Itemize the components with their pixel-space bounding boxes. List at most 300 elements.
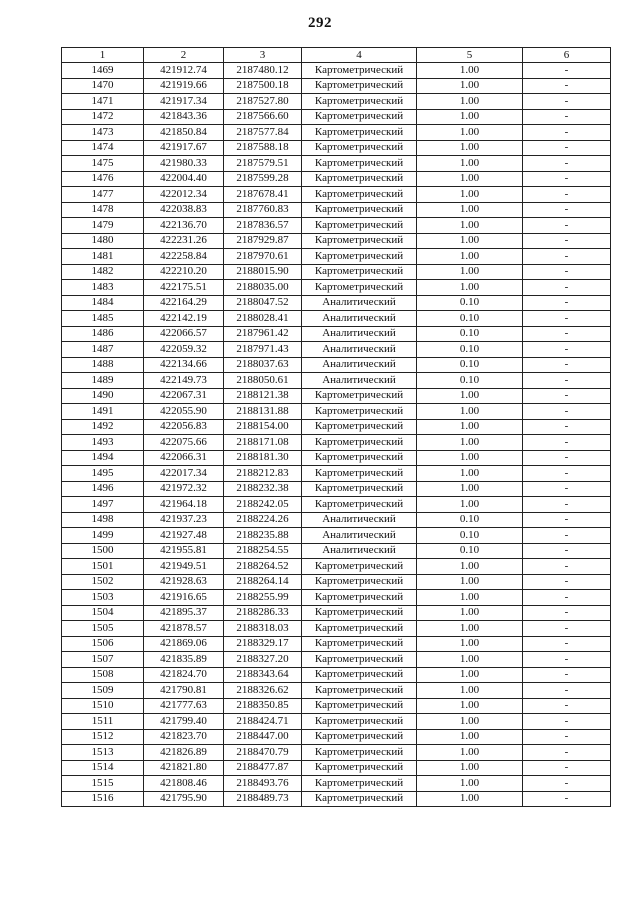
accuracy-cell: 1.00 bbox=[417, 667, 523, 683]
table-row bbox=[62, 590, 611, 606]
table-row bbox=[62, 559, 611, 575]
table-row bbox=[62, 171, 611, 187]
accuracy-cell: 1.00 bbox=[417, 574, 523, 590]
method-cell: Картометрический bbox=[302, 109, 417, 125]
accuracy-cell: 0.10 bbox=[417, 373, 523, 389]
x-coordinate-cell: 421843.36 bbox=[144, 109, 224, 125]
accuracy-cell: 1.00 bbox=[417, 156, 523, 172]
method-cell: Картометрический bbox=[302, 683, 417, 699]
x-coordinate-cell: 422134.66 bbox=[144, 357, 224, 373]
method-cell: Картометрический bbox=[302, 605, 417, 621]
table-row bbox=[62, 481, 611, 497]
method-cell: Картометрический bbox=[302, 388, 417, 404]
point-number-cell: 1502 bbox=[62, 574, 144, 590]
x-coordinate-cell: 422055.90 bbox=[144, 404, 224, 420]
method-cell: Картометрический bbox=[302, 94, 417, 110]
x-coordinate-cell: 421917.67 bbox=[144, 140, 224, 156]
y-coordinate-cell: 2187971.43 bbox=[224, 342, 302, 358]
accuracy-cell: 0.10 bbox=[417, 311, 523, 327]
x-coordinate-cell: 422164.29 bbox=[144, 295, 224, 311]
y-coordinate-cell: 2187500.18 bbox=[224, 78, 302, 94]
method-cell: Аналитический bbox=[302, 512, 417, 528]
y-coordinate-cell: 2188350.85 bbox=[224, 698, 302, 714]
note-cell: - bbox=[523, 280, 611, 296]
note-cell: - bbox=[523, 202, 611, 218]
x-coordinate-cell: 422012.34 bbox=[144, 187, 224, 203]
accuracy-cell: 1.00 bbox=[417, 109, 523, 125]
method-cell: Картометрический bbox=[302, 760, 417, 776]
method-cell: Картометрический bbox=[302, 667, 417, 683]
table-row bbox=[62, 249, 611, 265]
column-header-2: 2 bbox=[144, 48, 224, 63]
point-number-cell: 1511 bbox=[62, 714, 144, 730]
note-cell: - bbox=[523, 357, 611, 373]
x-coordinate-cell: 421826.89 bbox=[144, 745, 224, 761]
accuracy-cell: 0.10 bbox=[417, 326, 523, 342]
method-cell: Картометрический bbox=[302, 791, 417, 807]
y-coordinate-cell: 2188329.17 bbox=[224, 636, 302, 652]
accuracy-cell: 1.00 bbox=[417, 435, 523, 451]
table-row bbox=[62, 202, 611, 218]
method-cell: Картометрический bbox=[302, 698, 417, 714]
table-row bbox=[62, 125, 611, 141]
table-row bbox=[62, 605, 611, 621]
accuracy-cell: 1.00 bbox=[417, 621, 523, 637]
y-coordinate-cell: 2188326.62 bbox=[224, 683, 302, 699]
note-cell: - bbox=[523, 652, 611, 668]
x-coordinate-cell: 421777.63 bbox=[144, 698, 224, 714]
y-coordinate-cell: 2188264.14 bbox=[224, 574, 302, 590]
point-number-cell: 1479 bbox=[62, 218, 144, 234]
table-row bbox=[62, 156, 611, 172]
note-cell: - bbox=[523, 94, 611, 110]
method-cell: Картометрический bbox=[302, 652, 417, 668]
table-row bbox=[62, 419, 611, 435]
table-row bbox=[62, 311, 611, 327]
table-row bbox=[62, 543, 611, 559]
page-number: 292 bbox=[308, 15, 332, 31]
accuracy-cell: 1.00 bbox=[417, 94, 523, 110]
y-coordinate-cell: 2188015.90 bbox=[224, 264, 302, 280]
note-cell: - bbox=[523, 559, 611, 575]
x-coordinate-cell: 421928.63 bbox=[144, 574, 224, 590]
point-number-cell: 1501 bbox=[62, 559, 144, 575]
method-cell: Картометрический bbox=[302, 590, 417, 606]
note-cell: - bbox=[523, 171, 611, 187]
point-number-cell: 1499 bbox=[62, 528, 144, 544]
point-number-cell: 1481 bbox=[62, 249, 144, 265]
table-row bbox=[62, 342, 611, 358]
point-number-cell: 1498 bbox=[62, 512, 144, 528]
table-row bbox=[62, 264, 611, 280]
x-coordinate-cell: 422210.20 bbox=[144, 264, 224, 280]
point-number-cell: 1487 bbox=[62, 342, 144, 358]
point-number-cell: 1504 bbox=[62, 605, 144, 621]
y-coordinate-cell: 2187577.84 bbox=[224, 125, 302, 141]
x-coordinate-cell: 421790.81 bbox=[144, 683, 224, 699]
note-cell: - bbox=[523, 311, 611, 327]
point-number-cell: 1474 bbox=[62, 140, 144, 156]
accuracy-cell: 0.10 bbox=[417, 342, 523, 358]
y-coordinate-cell: 2188181.30 bbox=[224, 450, 302, 466]
accuracy-cell: 1.00 bbox=[417, 683, 523, 699]
table-row bbox=[62, 63, 611, 79]
note-cell: - bbox=[523, 760, 611, 776]
note-cell: - bbox=[523, 543, 611, 559]
accuracy-cell: 1.00 bbox=[417, 590, 523, 606]
accuracy-cell: 1.00 bbox=[417, 745, 523, 761]
note-cell: - bbox=[523, 125, 611, 141]
accuracy-cell: 1.00 bbox=[417, 559, 523, 575]
accuracy-cell: 1.00 bbox=[417, 404, 523, 420]
accuracy-cell: 1.00 bbox=[417, 714, 523, 730]
point-number-cell: 1512 bbox=[62, 729, 144, 745]
x-coordinate-cell: 421808.46 bbox=[144, 776, 224, 792]
table-row bbox=[62, 140, 611, 156]
y-coordinate-cell: 2188424.71 bbox=[224, 714, 302, 730]
method-cell: Картометрический bbox=[302, 171, 417, 187]
point-number-cell: 1473 bbox=[62, 125, 144, 141]
accuracy-cell: 0.10 bbox=[417, 295, 523, 311]
note-cell: - bbox=[523, 528, 611, 544]
table-header bbox=[62, 48, 611, 63]
x-coordinate-cell: 421955.81 bbox=[144, 543, 224, 559]
y-coordinate-cell: 2188224.26 bbox=[224, 512, 302, 528]
accuracy-cell: 0.10 bbox=[417, 543, 523, 559]
y-coordinate-cell: 2187588.18 bbox=[224, 140, 302, 156]
table-row bbox=[62, 295, 611, 311]
table-row bbox=[62, 404, 611, 420]
note-cell: - bbox=[523, 776, 611, 792]
y-coordinate-cell: 2188318.03 bbox=[224, 621, 302, 637]
point-number-cell: 1482 bbox=[62, 264, 144, 280]
point-number-cell: 1495 bbox=[62, 466, 144, 482]
method-cell: Картометрический bbox=[302, 481, 417, 497]
x-coordinate-cell: 422231.26 bbox=[144, 233, 224, 249]
note-cell: - bbox=[523, 78, 611, 94]
method-cell: Картометрический bbox=[302, 621, 417, 637]
y-coordinate-cell: 2188493.76 bbox=[224, 776, 302, 792]
point-number-cell: 1469 bbox=[62, 63, 144, 79]
table-row bbox=[62, 435, 611, 451]
y-coordinate-cell: 2188242.05 bbox=[224, 497, 302, 513]
method-cell: Картометрический bbox=[302, 714, 417, 730]
method-cell: Картометрический bbox=[302, 140, 417, 156]
accuracy-cell: 1.00 bbox=[417, 218, 523, 234]
x-coordinate-cell: 422142.19 bbox=[144, 311, 224, 327]
x-coordinate-cell: 421835.89 bbox=[144, 652, 224, 668]
table-row bbox=[62, 776, 611, 792]
table-row bbox=[62, 94, 611, 110]
accuracy-cell: 1.00 bbox=[417, 776, 523, 792]
table-row bbox=[62, 388, 611, 404]
y-coordinate-cell: 2188286.33 bbox=[224, 605, 302, 621]
note-cell: - bbox=[523, 450, 611, 466]
note-cell: - bbox=[523, 373, 611, 389]
table-row bbox=[62, 652, 611, 668]
y-coordinate-cell: 2188050.61 bbox=[224, 373, 302, 389]
accuracy-cell: 1.00 bbox=[417, 791, 523, 807]
method-cell: Картометрический bbox=[302, 280, 417, 296]
point-number-cell: 1503 bbox=[62, 590, 144, 606]
header-row bbox=[62, 48, 611, 63]
accuracy-cell: 1.00 bbox=[417, 140, 523, 156]
method-cell: Картометрический bbox=[302, 249, 417, 265]
y-coordinate-cell: 2187929.87 bbox=[224, 233, 302, 249]
table-row bbox=[62, 373, 611, 389]
y-coordinate-cell: 2187599.28 bbox=[224, 171, 302, 187]
accuracy-cell: 1.00 bbox=[417, 125, 523, 141]
note-cell: - bbox=[523, 621, 611, 637]
method-cell: Аналитический bbox=[302, 528, 417, 544]
x-coordinate-cell: 421799.40 bbox=[144, 714, 224, 730]
method-cell: Картометрический bbox=[302, 63, 417, 79]
method-cell: Аналитический bbox=[302, 543, 417, 559]
x-coordinate-cell: 422056.83 bbox=[144, 419, 224, 435]
accuracy-cell: 1.00 bbox=[417, 233, 523, 249]
table-row bbox=[62, 683, 611, 699]
method-cell: Картометрический bbox=[302, 233, 417, 249]
y-coordinate-cell: 2188343.64 bbox=[224, 667, 302, 683]
point-number-cell: 1489 bbox=[62, 373, 144, 389]
method-cell: Картометрический bbox=[302, 776, 417, 792]
y-coordinate-cell: 2188121.38 bbox=[224, 388, 302, 404]
y-coordinate-cell: 2188235.88 bbox=[224, 528, 302, 544]
x-coordinate-cell: 421919.66 bbox=[144, 78, 224, 94]
method-cell: Картометрический bbox=[302, 497, 417, 513]
y-coordinate-cell: 2187961.42 bbox=[224, 326, 302, 342]
x-coordinate-cell: 422258.84 bbox=[144, 249, 224, 265]
x-coordinate-cell: 421972.32 bbox=[144, 481, 224, 497]
note-cell: - bbox=[523, 388, 611, 404]
y-coordinate-cell: 2187678.41 bbox=[224, 187, 302, 203]
point-number-cell: 1477 bbox=[62, 187, 144, 203]
table-row bbox=[62, 729, 611, 745]
table-row bbox=[62, 636, 611, 652]
method-cell: Аналитический bbox=[302, 342, 417, 358]
method-cell: Картометрический bbox=[302, 202, 417, 218]
method-cell: Картометрический bbox=[302, 125, 417, 141]
table-row bbox=[62, 621, 611, 637]
accuracy-cell: 1.00 bbox=[417, 636, 523, 652]
note-cell: - bbox=[523, 605, 611, 621]
x-coordinate-cell: 421916.65 bbox=[144, 590, 224, 606]
y-coordinate-cell: 2187579.51 bbox=[224, 156, 302, 172]
point-number-cell: 1472 bbox=[62, 109, 144, 125]
note-cell: - bbox=[523, 714, 611, 730]
x-coordinate-cell: 422067.31 bbox=[144, 388, 224, 404]
method-cell: Картометрический bbox=[302, 218, 417, 234]
table-row bbox=[62, 357, 611, 373]
table-row bbox=[62, 791, 611, 807]
note-cell: - bbox=[523, 466, 611, 482]
note-cell: - bbox=[523, 435, 611, 451]
accuracy-cell: 1.00 bbox=[417, 388, 523, 404]
x-coordinate-cell: 422038.83 bbox=[144, 202, 224, 218]
point-number-cell: 1496 bbox=[62, 481, 144, 497]
x-coordinate-cell: 421824.70 bbox=[144, 667, 224, 683]
method-cell: Картометрический bbox=[302, 466, 417, 482]
point-number-cell: 1493 bbox=[62, 435, 144, 451]
method-cell: Картометрический bbox=[302, 574, 417, 590]
note-cell: - bbox=[523, 156, 611, 172]
table-body bbox=[62, 63, 611, 807]
x-coordinate-cell: 422066.57 bbox=[144, 326, 224, 342]
method-cell: Аналитический bbox=[302, 373, 417, 389]
point-number-cell: 1516 bbox=[62, 791, 144, 807]
column-header-6: 6 bbox=[523, 48, 611, 63]
x-coordinate-cell: 422017.34 bbox=[144, 466, 224, 482]
accuracy-cell: 1.00 bbox=[417, 419, 523, 435]
method-cell: Картометрический bbox=[302, 404, 417, 420]
y-coordinate-cell: 2187527.80 bbox=[224, 94, 302, 110]
method-cell: Картометрический bbox=[302, 636, 417, 652]
accuracy-cell: 1.00 bbox=[417, 171, 523, 187]
table-row bbox=[62, 574, 611, 590]
x-coordinate-cell: 421823.70 bbox=[144, 729, 224, 745]
x-coordinate-cell: 421927.48 bbox=[144, 528, 224, 544]
y-coordinate-cell: 2188489.73 bbox=[224, 791, 302, 807]
method-cell: Картометрический bbox=[302, 187, 417, 203]
table-row bbox=[62, 466, 611, 482]
point-number-cell: 1515 bbox=[62, 776, 144, 792]
point-number-cell: 1475 bbox=[62, 156, 144, 172]
note-cell: - bbox=[523, 218, 611, 234]
y-coordinate-cell: 2188035.00 bbox=[224, 280, 302, 296]
point-number-cell: 1486 bbox=[62, 326, 144, 342]
y-coordinate-cell: 2188171.08 bbox=[224, 435, 302, 451]
method-cell: Аналитический bbox=[302, 357, 417, 373]
method-cell: Картометрический bbox=[302, 729, 417, 745]
note-cell: - bbox=[523, 63, 611, 79]
method-cell: Аналитический bbox=[302, 295, 417, 311]
point-number-cell: 1476 bbox=[62, 171, 144, 187]
point-number-cell: 1491 bbox=[62, 404, 144, 420]
table-row bbox=[62, 714, 611, 730]
table-row bbox=[62, 450, 611, 466]
point-number-cell: 1514 bbox=[62, 760, 144, 776]
y-coordinate-cell: 2188264.52 bbox=[224, 559, 302, 575]
accuracy-cell: 1.00 bbox=[417, 187, 523, 203]
table-row bbox=[62, 528, 611, 544]
y-coordinate-cell: 2188477.87 bbox=[224, 760, 302, 776]
note-cell: - bbox=[523, 140, 611, 156]
accuracy-cell: 1.00 bbox=[417, 497, 523, 513]
x-coordinate-cell: 421917.34 bbox=[144, 94, 224, 110]
point-number-cell: 1470 bbox=[62, 78, 144, 94]
table-row bbox=[62, 745, 611, 761]
table-row bbox=[62, 698, 611, 714]
y-coordinate-cell: 2188470.79 bbox=[224, 745, 302, 761]
point-number-cell: 1500 bbox=[62, 543, 144, 559]
point-number-cell: 1494 bbox=[62, 450, 144, 466]
x-coordinate-cell: 422136.70 bbox=[144, 218, 224, 234]
note-cell: - bbox=[523, 729, 611, 745]
accuracy-cell: 1.00 bbox=[417, 729, 523, 745]
point-number-cell: 1488 bbox=[62, 357, 144, 373]
accuracy-cell: 1.00 bbox=[417, 652, 523, 668]
accuracy-cell: 1.00 bbox=[417, 466, 523, 482]
y-coordinate-cell: 2188047.52 bbox=[224, 295, 302, 311]
point-number-cell: 1513 bbox=[62, 745, 144, 761]
note-cell: - bbox=[523, 683, 611, 699]
accuracy-cell: 1.00 bbox=[417, 264, 523, 280]
x-coordinate-cell: 421937.23 bbox=[144, 512, 224, 528]
x-coordinate-cell: 421980.33 bbox=[144, 156, 224, 172]
accuracy-cell: 1.00 bbox=[417, 698, 523, 714]
y-coordinate-cell: 2188037.63 bbox=[224, 357, 302, 373]
note-cell: - bbox=[523, 636, 611, 652]
x-coordinate-cell: 422066.31 bbox=[144, 450, 224, 466]
point-number-cell: 1509 bbox=[62, 683, 144, 699]
point-number-cell: 1485 bbox=[62, 311, 144, 327]
method-cell: Картометрический bbox=[302, 450, 417, 466]
note-cell: - bbox=[523, 497, 611, 513]
note-cell: - bbox=[523, 187, 611, 203]
x-coordinate-cell: 421869.06 bbox=[144, 636, 224, 652]
table-row bbox=[62, 512, 611, 528]
method-cell: Картометрический bbox=[302, 156, 417, 172]
coordinates-table bbox=[61, 47, 611, 807]
note-cell: - bbox=[523, 326, 611, 342]
y-coordinate-cell: 2187480.12 bbox=[224, 63, 302, 79]
table-row bbox=[62, 326, 611, 342]
table-row bbox=[62, 218, 611, 234]
table-row bbox=[62, 233, 611, 249]
y-coordinate-cell: 2188447.00 bbox=[224, 729, 302, 745]
x-coordinate-cell: 421912.74 bbox=[144, 63, 224, 79]
note-cell: - bbox=[523, 249, 611, 265]
accuracy-cell: 1.00 bbox=[417, 450, 523, 466]
method-cell: Картометрический bbox=[302, 419, 417, 435]
table-row bbox=[62, 78, 611, 94]
y-coordinate-cell: 2187760.83 bbox=[224, 202, 302, 218]
method-cell: Картометрический bbox=[302, 745, 417, 761]
x-coordinate-cell: 421878.57 bbox=[144, 621, 224, 637]
accuracy-cell: 1.00 bbox=[417, 280, 523, 296]
note-cell: - bbox=[523, 481, 611, 497]
x-coordinate-cell: 421850.84 bbox=[144, 125, 224, 141]
point-number-cell: 1505 bbox=[62, 621, 144, 637]
method-cell: Картометрический bbox=[302, 559, 417, 575]
accuracy-cell: 0.10 bbox=[417, 512, 523, 528]
y-coordinate-cell: 2188154.00 bbox=[224, 419, 302, 435]
note-cell: - bbox=[523, 791, 611, 807]
method-cell: Аналитический bbox=[302, 311, 417, 327]
table-row bbox=[62, 667, 611, 683]
accuracy-cell: 1.00 bbox=[417, 63, 523, 79]
x-coordinate-cell: 422004.40 bbox=[144, 171, 224, 187]
note-cell: - bbox=[523, 590, 611, 606]
accuracy-cell: 1.00 bbox=[417, 249, 523, 265]
x-coordinate-cell: 422059.32 bbox=[144, 342, 224, 358]
method-cell: Картометрический bbox=[302, 435, 417, 451]
y-coordinate-cell: 2188028.41 bbox=[224, 311, 302, 327]
note-cell: - bbox=[523, 745, 611, 761]
accuracy-cell: 0.10 bbox=[417, 528, 523, 544]
x-coordinate-cell: 422149.73 bbox=[144, 373, 224, 389]
accuracy-cell: 1.00 bbox=[417, 78, 523, 94]
point-number-cell: 1471 bbox=[62, 94, 144, 110]
note-cell: - bbox=[523, 342, 611, 358]
table-row bbox=[62, 187, 611, 203]
y-coordinate-cell: 2187970.61 bbox=[224, 249, 302, 265]
x-coordinate-cell: 421795.90 bbox=[144, 791, 224, 807]
method-cell: Картометрический bbox=[302, 78, 417, 94]
method-cell: Картометрический bbox=[302, 264, 417, 280]
point-number-cell: 1490 bbox=[62, 388, 144, 404]
table-row bbox=[62, 109, 611, 125]
